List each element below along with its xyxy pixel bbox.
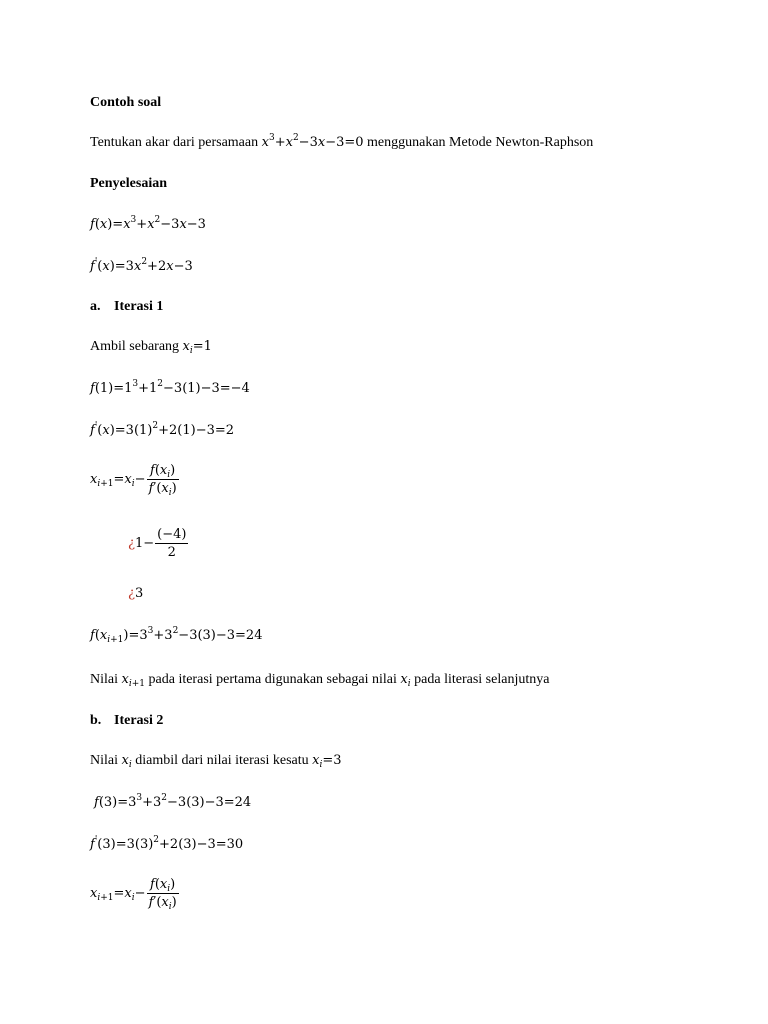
- iteration-1-note: Nilai $x_{i+1}$ pada iterasi pertama digunakan sebagai nilai $x_i$ pada literasi selanjutnya: [90, 672, 550, 689]
- function-definition: $f(x)=x^3+x^2-3x-3$: [90, 215, 206, 232]
- iteration-2-heading: b. Iterasi 2: [90, 713, 164, 728]
- iteration-2-intro: Nilai $x_i$ diambil dari nilai iterasi kesatu $x_i=3$: [90, 753, 342, 770]
- newton-formula-2: $x_{i+1}=x_i-$ $\frac{f(x_i)}{f'(x_i)}$: [90, 877, 177, 912]
- f-of-1: $f(1)=1^3+1^2-3(1)-3=-4$: [90, 379, 250, 396]
- substitution-step: ¿1− $\frac{(-4)}{2}$: [128, 527, 187, 560]
- derivative-definition: $f'(x)=3x^2+2x-3$: [90, 257, 193, 274]
- problem-statement: Tentukan akar dari persamaan $x^3+x^2-3x-3=0$ menggunakan Metode Newton-Raphson: [90, 133, 594, 150]
- section-title: Contoh soal: [90, 95, 162, 110]
- f-of-x-next: $f(x_{i+1})=3^3+3^2-3(3)-3=24$: [90, 626, 263, 645]
- initial-guess: Ambil sebarang $x_i=1$: [90, 339, 212, 356]
- solution-heading: Penyelesaian: [90, 176, 167, 191]
- f-of-3: $f(3)=3^3+3^2-3(3)-3=24$: [94, 793, 252, 810]
- result-step: ¿3: [128, 586, 144, 601]
- f-prime-of-3: $f'(3)=3(3)^2+2(3)-3=30$: [90, 835, 244, 852]
- equation: $x^3+x^2-3x-3=0$: [261, 133, 364, 150]
- newton-formula-1: $x_{i+1}=x_i-$ $\frac{f(x_i)}{f'(x_i)}$: [90, 463, 177, 498]
- f-prime-of-1: $f'(x)=3(1)^2+2(1)-3=2$: [90, 421, 235, 438]
- iteration-1-heading: a. Iterasi 1: [90, 299, 164, 314]
